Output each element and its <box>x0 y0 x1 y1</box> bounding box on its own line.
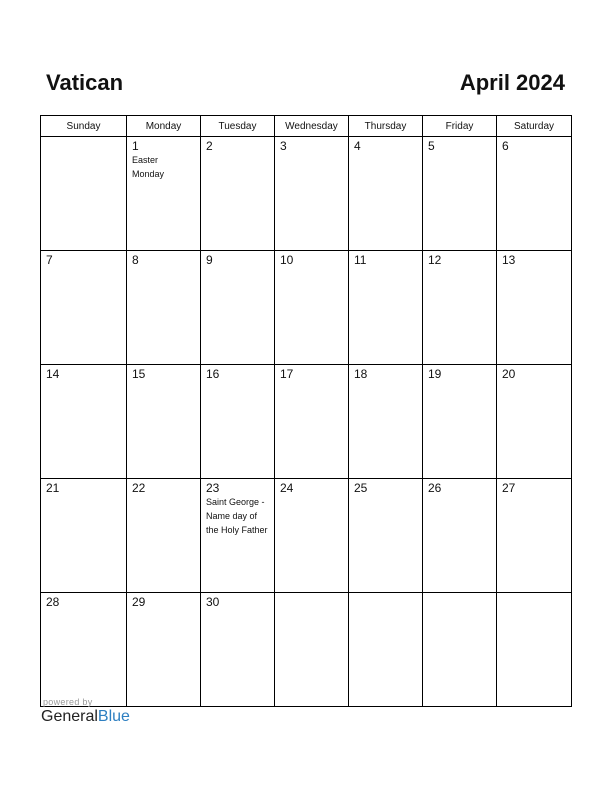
week-row <box>41 251 572 365</box>
day-cell <box>349 137 423 251</box>
day-number: 3 <box>280 139 287 153</box>
weekday-header: Saturday <box>497 116 572 137</box>
weekday-header: Thursday <box>349 116 423 137</box>
day-cell <box>497 365 572 479</box>
weekday-header: Tuesday <box>201 116 275 137</box>
day-cell <box>275 251 349 365</box>
day-number: 22 <box>132 481 146 495</box>
holiday-label: Saint George - Name day of the Holy Father <box>206 497 268 535</box>
day-number: 13 <box>502 253 516 267</box>
day-number: 29 <box>132 595 146 609</box>
generalblue-logo[interactable] <box>41 708 130 726</box>
brand-name-part2: Blue <box>97 708 130 725</box>
day-number: 7 <box>46 253 53 267</box>
day-number: 19 <box>428 367 442 381</box>
day-cell <box>201 251 275 365</box>
day-number: 10 <box>280 253 294 267</box>
day-cell <box>423 365 497 479</box>
day-number: 5 <box>428 139 435 153</box>
day-cell <box>497 479 572 593</box>
day-cell <box>127 479 201 593</box>
weekday-header: Friday <box>423 116 497 137</box>
day-number: 6 <box>502 139 509 153</box>
day-cell <box>41 137 127 251</box>
week-row <box>41 365 572 479</box>
day-number: 23 <box>206 481 220 495</box>
day-number: 16 <box>206 367 220 381</box>
day-cell <box>127 251 201 365</box>
week-row <box>41 593 572 707</box>
powered-by-label: powered by <box>43 697 93 707</box>
weekday-header: Sunday <box>41 116 127 137</box>
holiday-label: Easter Monday <box>132 155 165 179</box>
day-cell <box>497 593 572 707</box>
day-cell <box>127 365 201 479</box>
day-number: 17 <box>280 367 294 381</box>
day-cell <box>41 365 127 479</box>
week-row <box>41 479 572 593</box>
day-cell <box>41 251 127 365</box>
day-cell <box>275 593 349 707</box>
day-cell <box>423 593 497 707</box>
day-cell <box>349 251 423 365</box>
day-number: 20 <box>502 367 516 381</box>
day-number: 11 <box>354 253 367 267</box>
day-number: 21 <box>46 481 60 495</box>
day-number: 24 <box>280 481 294 495</box>
day-number: 27 <box>502 481 516 495</box>
day-cell <box>349 365 423 479</box>
day-number: 14 <box>46 367 60 381</box>
brand-name-part1: General <box>41 708 98 725</box>
day-cell <box>497 251 572 365</box>
day-number: 12 <box>428 253 442 267</box>
weekday-header: Wednesday <box>275 116 349 137</box>
day-cell <box>201 593 275 707</box>
weekday-header-row <box>41 116 572 137</box>
day-cell <box>275 137 349 251</box>
day-cell <box>127 593 201 707</box>
day-number: 9 <box>206 253 213 267</box>
day-number: 4 <box>354 139 361 153</box>
day-cell <box>275 479 349 593</box>
weekday-header: Monday <box>127 116 201 137</box>
day-number: 26 <box>428 481 442 495</box>
day-number: 18 <box>354 367 368 381</box>
calendar-country-title: Vatican <box>46 70 124 95</box>
day-number: 15 <box>132 367 146 381</box>
day-cell <box>127 137 201 251</box>
day-cell <box>423 479 497 593</box>
day-cell <box>201 479 275 593</box>
day-number: 1 <box>132 139 139 153</box>
day-cell <box>423 251 497 365</box>
day-cell <box>41 479 127 593</box>
day-cell <box>201 365 275 479</box>
calendar-grid <box>40 115 572 707</box>
day-cell <box>41 593 127 707</box>
day-cell <box>497 137 572 251</box>
day-cell <box>349 593 423 707</box>
day-number: 2 <box>206 139 213 153</box>
day-number: 25 <box>354 481 368 495</box>
day-cell <box>201 137 275 251</box>
day-cell <box>423 137 497 251</box>
calendar-month-title: April 2024 <box>459 70 565 95</box>
week-row <box>41 137 572 251</box>
day-cell <box>349 479 423 593</box>
day-number: 8 <box>132 253 139 267</box>
day-number: 30 <box>206 595 220 609</box>
day-number: 28 <box>46 595 60 609</box>
day-cell <box>275 365 349 479</box>
